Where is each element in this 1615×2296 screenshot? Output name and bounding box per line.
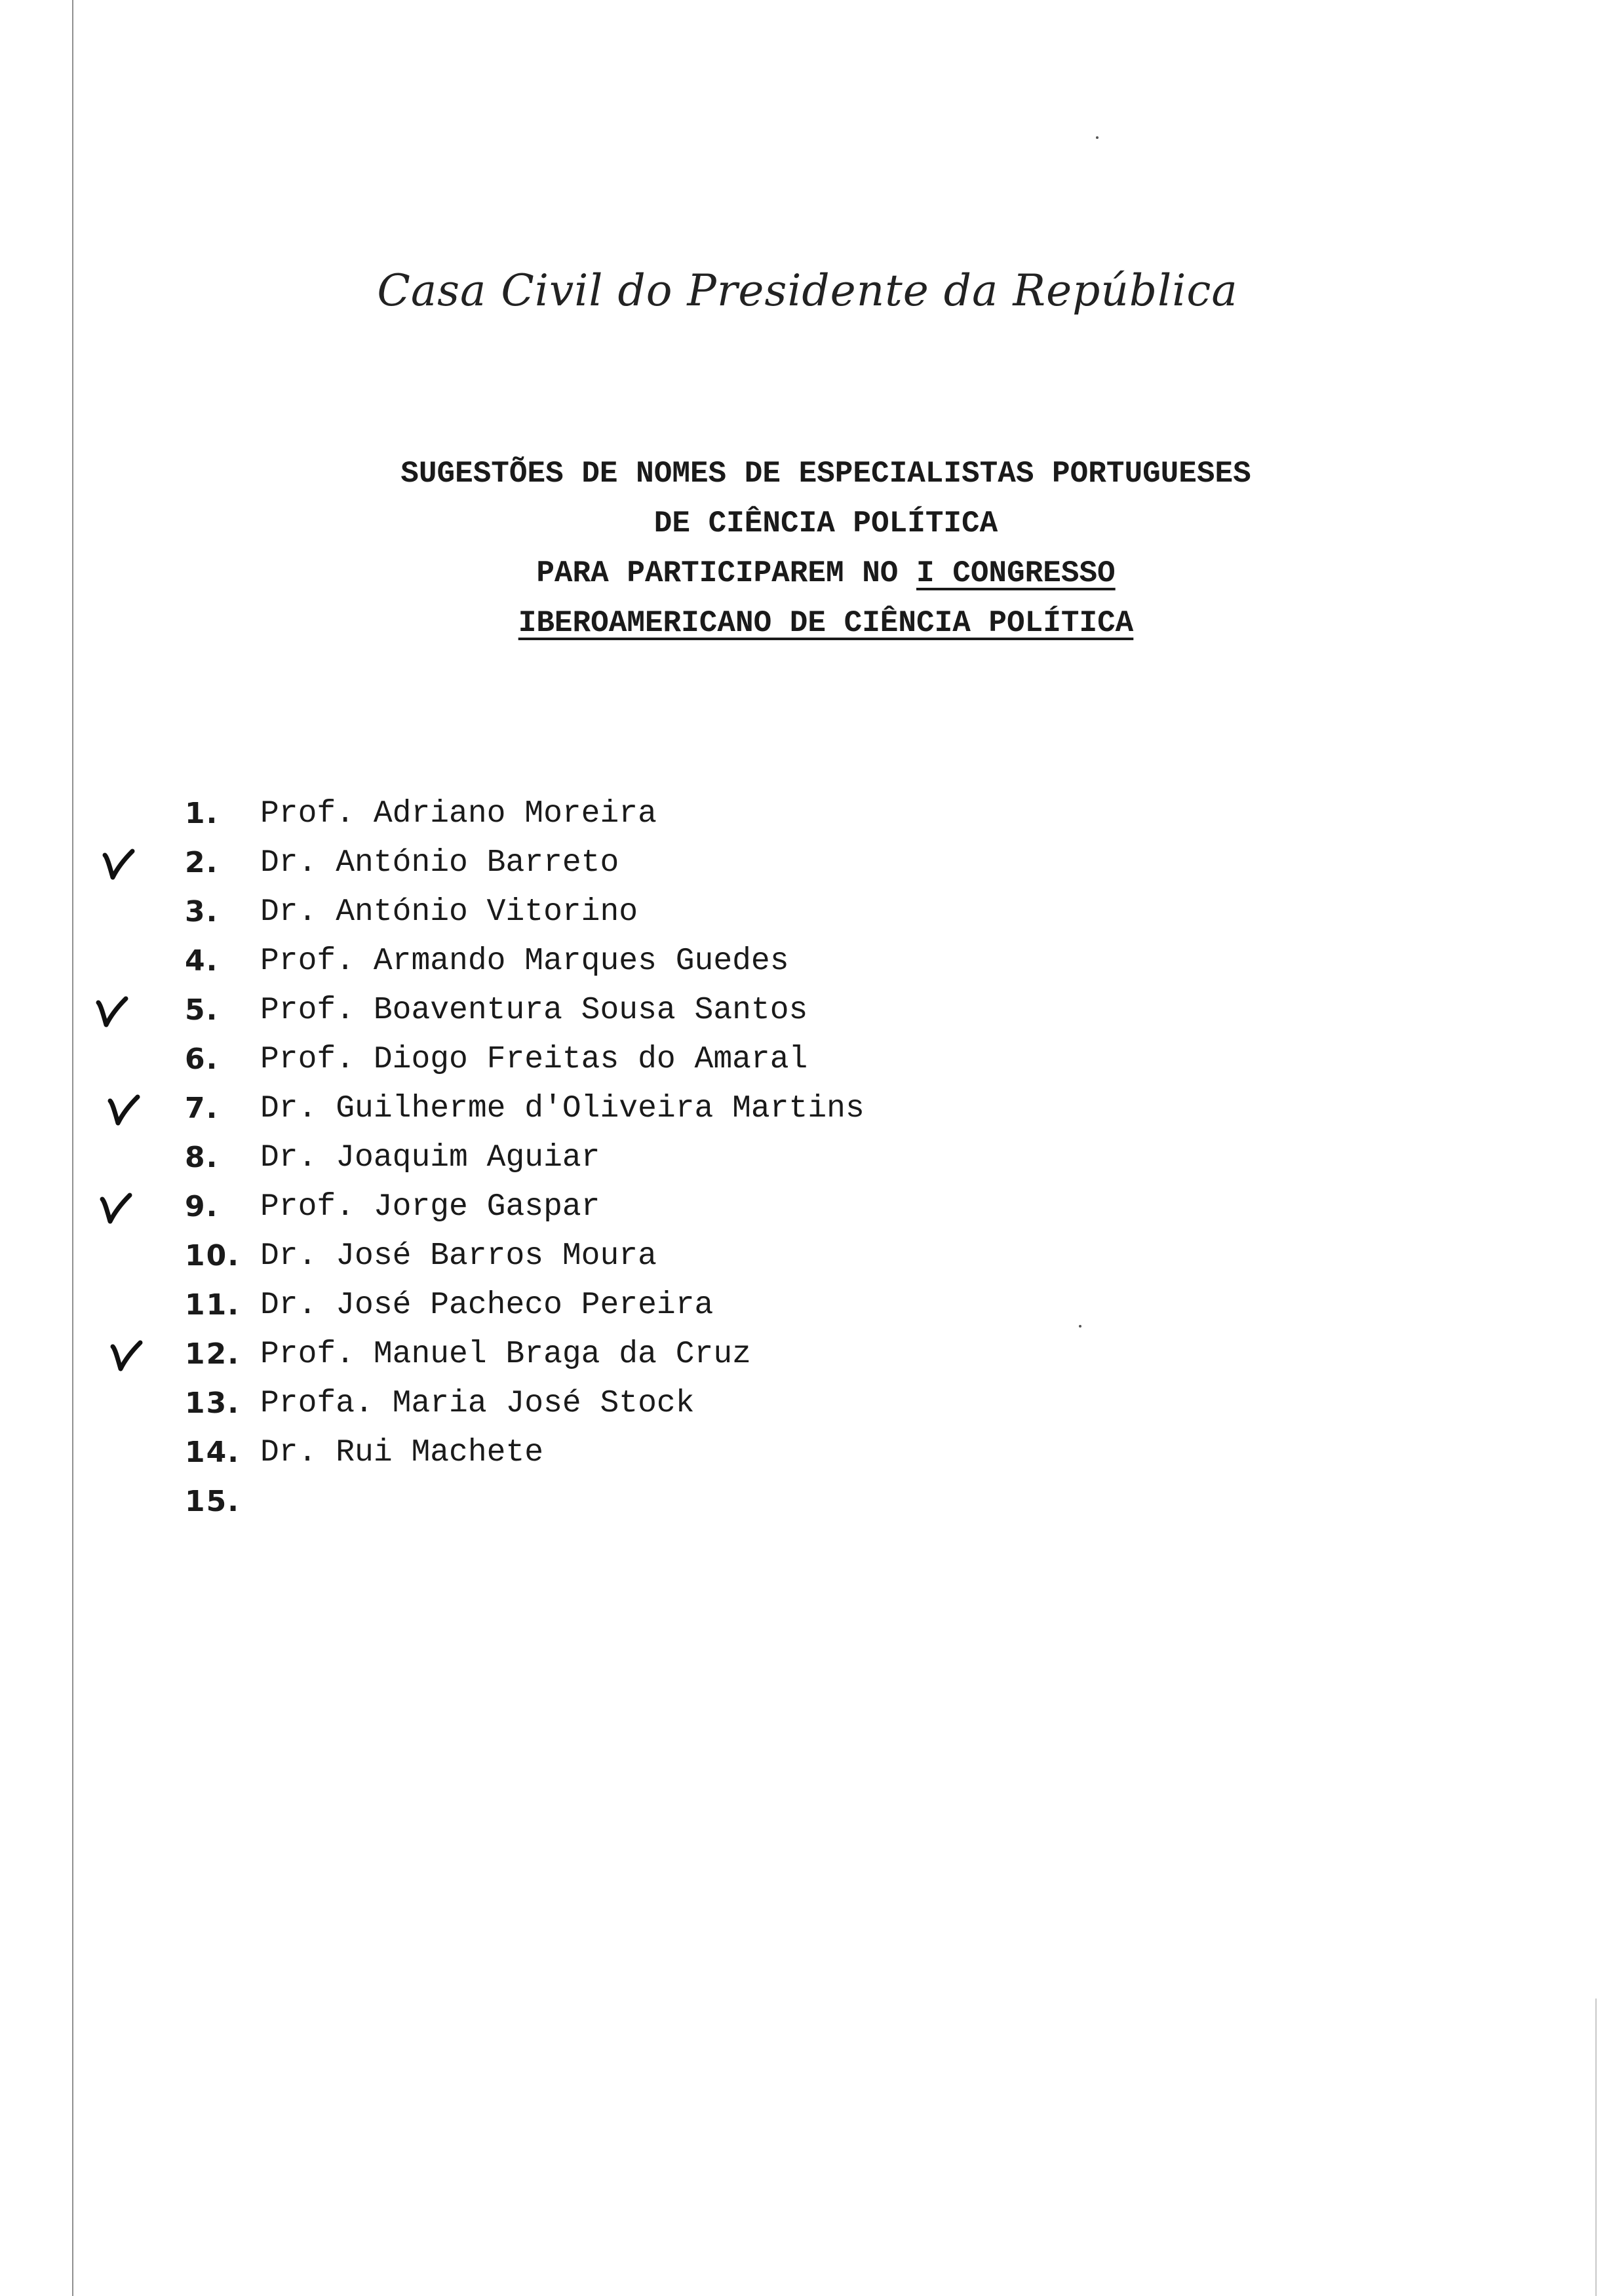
list-item-number: 1. xyxy=(185,797,219,830)
scan-speck xyxy=(1096,136,1099,139)
list-item-name: Dr. António Barreto xyxy=(260,845,619,881)
list-item-number: 12. xyxy=(185,1337,240,1371)
list-item xyxy=(0,1433,1615,1482)
list-item-name: Profa. Maria José Stock xyxy=(260,1386,695,1421)
list-item xyxy=(0,991,1615,1040)
list-item-number: 14. xyxy=(185,1436,240,1469)
list-item-name: Dr. António Vitorino xyxy=(260,894,638,930)
title-line-3 xyxy=(328,548,1324,598)
checkmark-icon xyxy=(104,1089,143,1128)
title-line-3-underlined: I CONGRESSO xyxy=(916,556,1116,590)
document-title xyxy=(328,449,1324,648)
list-item-number: 9. xyxy=(185,1190,219,1223)
list-item-name: Prof. Adriano Moreira xyxy=(260,796,657,832)
list-item xyxy=(0,1138,1615,1187)
list-item-number: 10. xyxy=(185,1239,240,1272)
list-item xyxy=(0,1384,1615,1433)
list-item xyxy=(0,794,1615,843)
list-item xyxy=(0,1482,1615,1531)
list-item xyxy=(0,1236,1615,1286)
list-item xyxy=(0,942,1615,991)
list-item xyxy=(0,1335,1615,1384)
list-item-name: Prof. Manuel Braga da Cruz xyxy=(260,1337,751,1372)
checkmark-icon xyxy=(98,843,138,883)
page-edge-right xyxy=(1595,1999,1597,2296)
list-item-number: 15. xyxy=(185,1485,240,1518)
list-item xyxy=(0,1286,1615,1335)
title-line-2: DE CIÊNCIA POLÍTICA xyxy=(653,507,998,541)
list-item xyxy=(0,843,1615,892)
list-item-number: 6. xyxy=(185,1043,219,1076)
list-item-number: 7. xyxy=(185,1092,219,1125)
list-item-name: Prof. Diogo Freitas do Amaral xyxy=(260,1042,808,1077)
list-item-number: 11. xyxy=(185,1288,240,1322)
list-item xyxy=(0,892,1615,942)
title-line-3-prefix: PARA PARTICIPAREM NO xyxy=(536,556,917,590)
list-item-name: Dr. José Barros Moura xyxy=(260,1238,657,1274)
title-line-4: IBEROAMERICANO DE CIÊNCIA POLÍTICA xyxy=(518,606,1134,640)
list-item xyxy=(0,1040,1615,1089)
list-item xyxy=(0,1089,1615,1138)
list-item xyxy=(0,1187,1615,1236)
checkmark-icon xyxy=(96,1187,135,1227)
list-item-name: Dr. Rui Machete xyxy=(260,1435,544,1470)
list-item-name: Dr. Joaquim Aguiar xyxy=(260,1140,600,1176)
list-item-name: Prof. Armando Marques Guedes xyxy=(260,944,789,979)
title-line-1: SUGESTÕES DE NOMES DE ESPECIALISTAS PORTUGUESES xyxy=(400,457,1251,491)
list-item-number: 4. xyxy=(185,944,219,978)
list-item-name: Dr. Guilherme d'Oliveira Martins xyxy=(260,1091,865,1126)
checkmark-icon xyxy=(106,1335,146,1374)
list-item-name: Prof. Boaventura Sousa Santos xyxy=(260,993,808,1028)
checkmark-icon xyxy=(92,991,131,1030)
list-item-number: 13. xyxy=(185,1387,240,1420)
name-list xyxy=(0,794,1615,1531)
list-item-name: Prof. Jorge Gaspar xyxy=(260,1189,600,1225)
list-item-number: 5. xyxy=(185,993,219,1027)
letterhead: Casa Civil do Presidente da República xyxy=(377,265,1238,316)
list-item-number: 3. xyxy=(185,895,219,928)
list-item-number: 8. xyxy=(185,1141,219,1174)
list-item-number: 2. xyxy=(185,846,219,879)
list-item-name: Dr. José Pacheco Pereira xyxy=(260,1288,714,1323)
